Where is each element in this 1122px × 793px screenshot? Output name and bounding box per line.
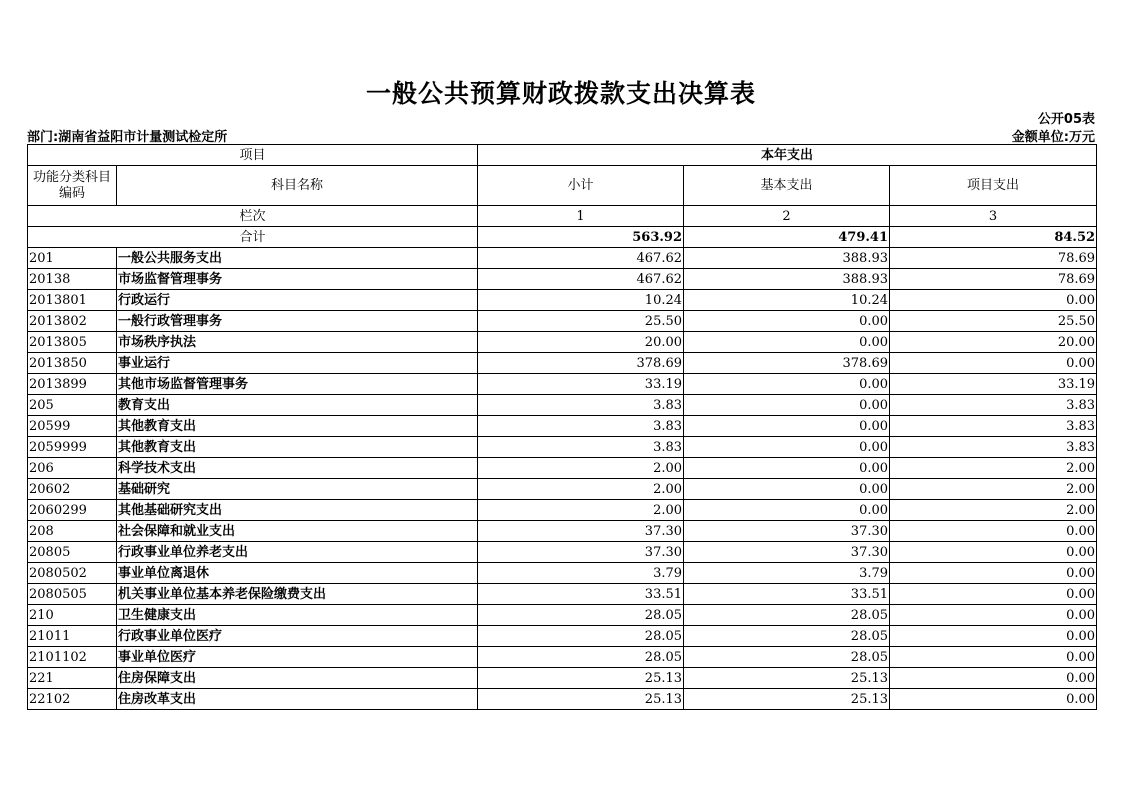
row-name: 市场监督管理事务: [117, 269, 478, 290]
total-basic: 479.41: [684, 227, 890, 248]
total-row: [28, 227, 1097, 248]
table-row: [28, 248, 1097, 269]
total-subtotal: 563.92: [478, 227, 684, 248]
row-basic: 0.00: [684, 500, 890, 521]
row-subtotal: 3.83: [478, 416, 684, 437]
row-basic: 0.00: [684, 416, 890, 437]
row-subtotal: 28.05: [478, 605, 684, 626]
row-project: 0.00: [890, 353, 1097, 374]
expenditure-table: [27, 144, 1097, 710]
row-project: 0.00: [890, 563, 1097, 584]
header-code: 功能分类科目编码: [28, 166, 117, 206]
table-row: [28, 458, 1097, 479]
table-row: [28, 605, 1097, 626]
table-row: [28, 395, 1097, 416]
row-subtotal: 467.62: [478, 248, 684, 269]
row-code: 221: [28, 668, 117, 689]
form-number: 公开05表: [1037, 112, 1095, 127]
amount-unit-label: 金额单位:万元: [1011, 130, 1095, 145]
table-row: [28, 689, 1097, 710]
row-subtotal: 33.19: [478, 374, 684, 395]
row-subtotal: 3.79: [478, 563, 684, 584]
table-row: [28, 500, 1097, 521]
total-label: 合计: [28, 227, 478, 248]
table-row: [28, 668, 1097, 689]
row-basic: 0.00: [684, 332, 890, 353]
row-project: 3.83: [890, 395, 1097, 416]
table-row: [28, 521, 1097, 542]
row-subtotal: 28.05: [478, 626, 684, 647]
row-name: 其他教育支出: [117, 416, 478, 437]
department-label: 部门:湖南省益阳市计量测试检定所: [27, 130, 228, 145]
table-row: [28, 479, 1097, 500]
row-name: 基础研究: [117, 479, 478, 500]
row-subtotal: 37.30: [478, 521, 684, 542]
row-code: 201: [28, 248, 117, 269]
row-subtotal: 3.83: [478, 395, 684, 416]
row-code: 20602: [28, 479, 117, 500]
row-name: 事业单位离退休: [117, 563, 478, 584]
row-name: 科学技术支出: [117, 458, 478, 479]
header-subtotal: 小计: [478, 166, 684, 206]
row-subtotal: 378.69: [478, 353, 684, 374]
table-row: [28, 542, 1097, 563]
row-code: 2013850: [28, 353, 117, 374]
table-row: [28, 332, 1097, 353]
row-project: 2.00: [890, 500, 1097, 521]
row-code: 210: [28, 605, 117, 626]
row-basic: 37.30: [684, 521, 890, 542]
row-name: 其他市场监督管理事务: [117, 374, 478, 395]
row-subtotal: 20.00: [478, 332, 684, 353]
row-code: 2060299: [28, 500, 117, 521]
row-subtotal: 28.05: [478, 647, 684, 668]
row-code: 20805: [28, 542, 117, 563]
row-project: 0.00: [890, 521, 1097, 542]
row-project: 33.19: [890, 374, 1097, 395]
row-subtotal: 25.13: [478, 668, 684, 689]
total-project: 84.52: [890, 227, 1097, 248]
header-project: 项目: [28, 145, 478, 166]
header-row-2: [28, 166, 1097, 206]
row-code: 2013801: [28, 290, 117, 311]
row-name: 卫生健康支出: [117, 605, 478, 626]
row-name: 事业单位医疗: [117, 647, 478, 668]
row-name: 事业运行: [117, 353, 478, 374]
column-index-2: 2: [684, 206, 890, 227]
row-subtotal: 3.83: [478, 437, 684, 458]
row-code: 2101102: [28, 647, 117, 668]
row-name: 行政运行: [117, 290, 478, 311]
table-row: [28, 374, 1097, 395]
table-row: [28, 584, 1097, 605]
row-code: 2013802: [28, 311, 117, 332]
table-row: [28, 563, 1097, 584]
row-name: 行政事业单位养老支出: [117, 542, 478, 563]
row-name: 一般公共服务支出: [117, 248, 478, 269]
row-basic: 378.69: [684, 353, 890, 374]
row-name: 住房保障支出: [117, 668, 478, 689]
row-subtotal: 2.00: [478, 500, 684, 521]
table-row: [28, 626, 1097, 647]
column-index-1: 1: [478, 206, 684, 227]
row-name: 行政事业单位医疗: [117, 626, 478, 647]
row-basic: 0.00: [684, 437, 890, 458]
row-basic: 0.00: [684, 374, 890, 395]
row-name: 其他基础研究支出: [117, 500, 478, 521]
table-row: [28, 437, 1097, 458]
row-subtotal: 33.51: [478, 584, 684, 605]
row-project: 0.00: [890, 290, 1097, 311]
row-subtotal: 2.00: [478, 479, 684, 500]
column-index-label: 栏次: [28, 206, 478, 227]
row-project: 0.00: [890, 626, 1097, 647]
row-name: 其他教育支出: [117, 437, 478, 458]
header-project-exp: 项目支出: [890, 166, 1097, 206]
table-row: [28, 311, 1097, 332]
row-project: 20.00: [890, 332, 1097, 353]
row-basic: 25.13: [684, 689, 890, 710]
row-project: 0.00: [890, 584, 1097, 605]
row-project: 78.69: [890, 269, 1097, 290]
row-code: 2080505: [28, 584, 117, 605]
row-basic: 25.13: [684, 668, 890, 689]
row-subtotal: 25.13: [478, 689, 684, 710]
row-basic: 388.93: [684, 248, 890, 269]
header-name: 科目名称: [117, 166, 478, 206]
row-project: 25.50: [890, 311, 1097, 332]
header-row-1: [28, 145, 1097, 166]
row-project: 3.83: [890, 437, 1097, 458]
row-code: 20599: [28, 416, 117, 437]
row-project: 0.00: [890, 668, 1097, 689]
report-title: 一般公共预算财政拨款支出决算表: [365, 79, 756, 108]
row-code: 208: [28, 521, 117, 542]
header-basic: 基本支出: [684, 166, 890, 206]
row-name: 市场秩序执法: [117, 332, 478, 353]
row-project: 0.00: [890, 647, 1097, 668]
row-project: 0.00: [890, 605, 1097, 626]
row-code: 2013899: [28, 374, 117, 395]
row-name: 社会保障和就业支出: [117, 521, 478, 542]
row-basic: 28.05: [684, 647, 890, 668]
row-name: 教育支出: [117, 395, 478, 416]
row-basic: 0.00: [684, 479, 890, 500]
row-basic: 388.93: [684, 269, 890, 290]
row-code: 21011: [28, 626, 117, 647]
row-name: 住房改革支出: [117, 689, 478, 710]
row-name: 机关事业单位基本养老保险缴费支出: [117, 584, 478, 605]
row-code: 206: [28, 458, 117, 479]
table-row: [28, 647, 1097, 668]
row-subtotal: 37.30: [478, 542, 684, 563]
row-project: 0.00: [890, 689, 1097, 710]
row-basic: 28.05: [684, 626, 890, 647]
row-basic: 37.30: [684, 542, 890, 563]
row-project: 0.00: [890, 542, 1097, 563]
row-subtotal: 2.00: [478, 458, 684, 479]
row-basic: 0.00: [684, 395, 890, 416]
row-code: 2059999: [28, 437, 117, 458]
row-basic: 3.79: [684, 563, 890, 584]
row-project: 3.83: [890, 416, 1097, 437]
row-basic: 0.00: [684, 311, 890, 332]
row-subtotal: 467.62: [478, 269, 684, 290]
row-code: 2080502: [28, 563, 117, 584]
row-code: 205: [28, 395, 117, 416]
row-name: 一般行政管理事务: [117, 311, 478, 332]
row-code: 2013805: [28, 332, 117, 353]
row-basic: 10.24: [684, 290, 890, 311]
row-project: 78.69: [890, 248, 1097, 269]
row-code: 22102: [28, 689, 117, 710]
table-row: [28, 290, 1097, 311]
row-subtotal: 10.24: [478, 290, 684, 311]
row-project: 2.00: [890, 458, 1097, 479]
table-row: [28, 416, 1097, 437]
row-subtotal: 25.50: [478, 311, 684, 332]
row-basic: 33.51: [684, 584, 890, 605]
row-basic: 28.05: [684, 605, 890, 626]
column-index-row: [28, 206, 1097, 227]
column-index-3: 3: [890, 206, 1097, 227]
header-current-year: 本年支出: [478, 145, 1097, 166]
row-basic: 0.00: [684, 458, 890, 479]
row-project: 2.00: [890, 479, 1097, 500]
table-row: [28, 269, 1097, 290]
row-code: 20138: [28, 269, 117, 290]
table-row: [28, 353, 1097, 374]
